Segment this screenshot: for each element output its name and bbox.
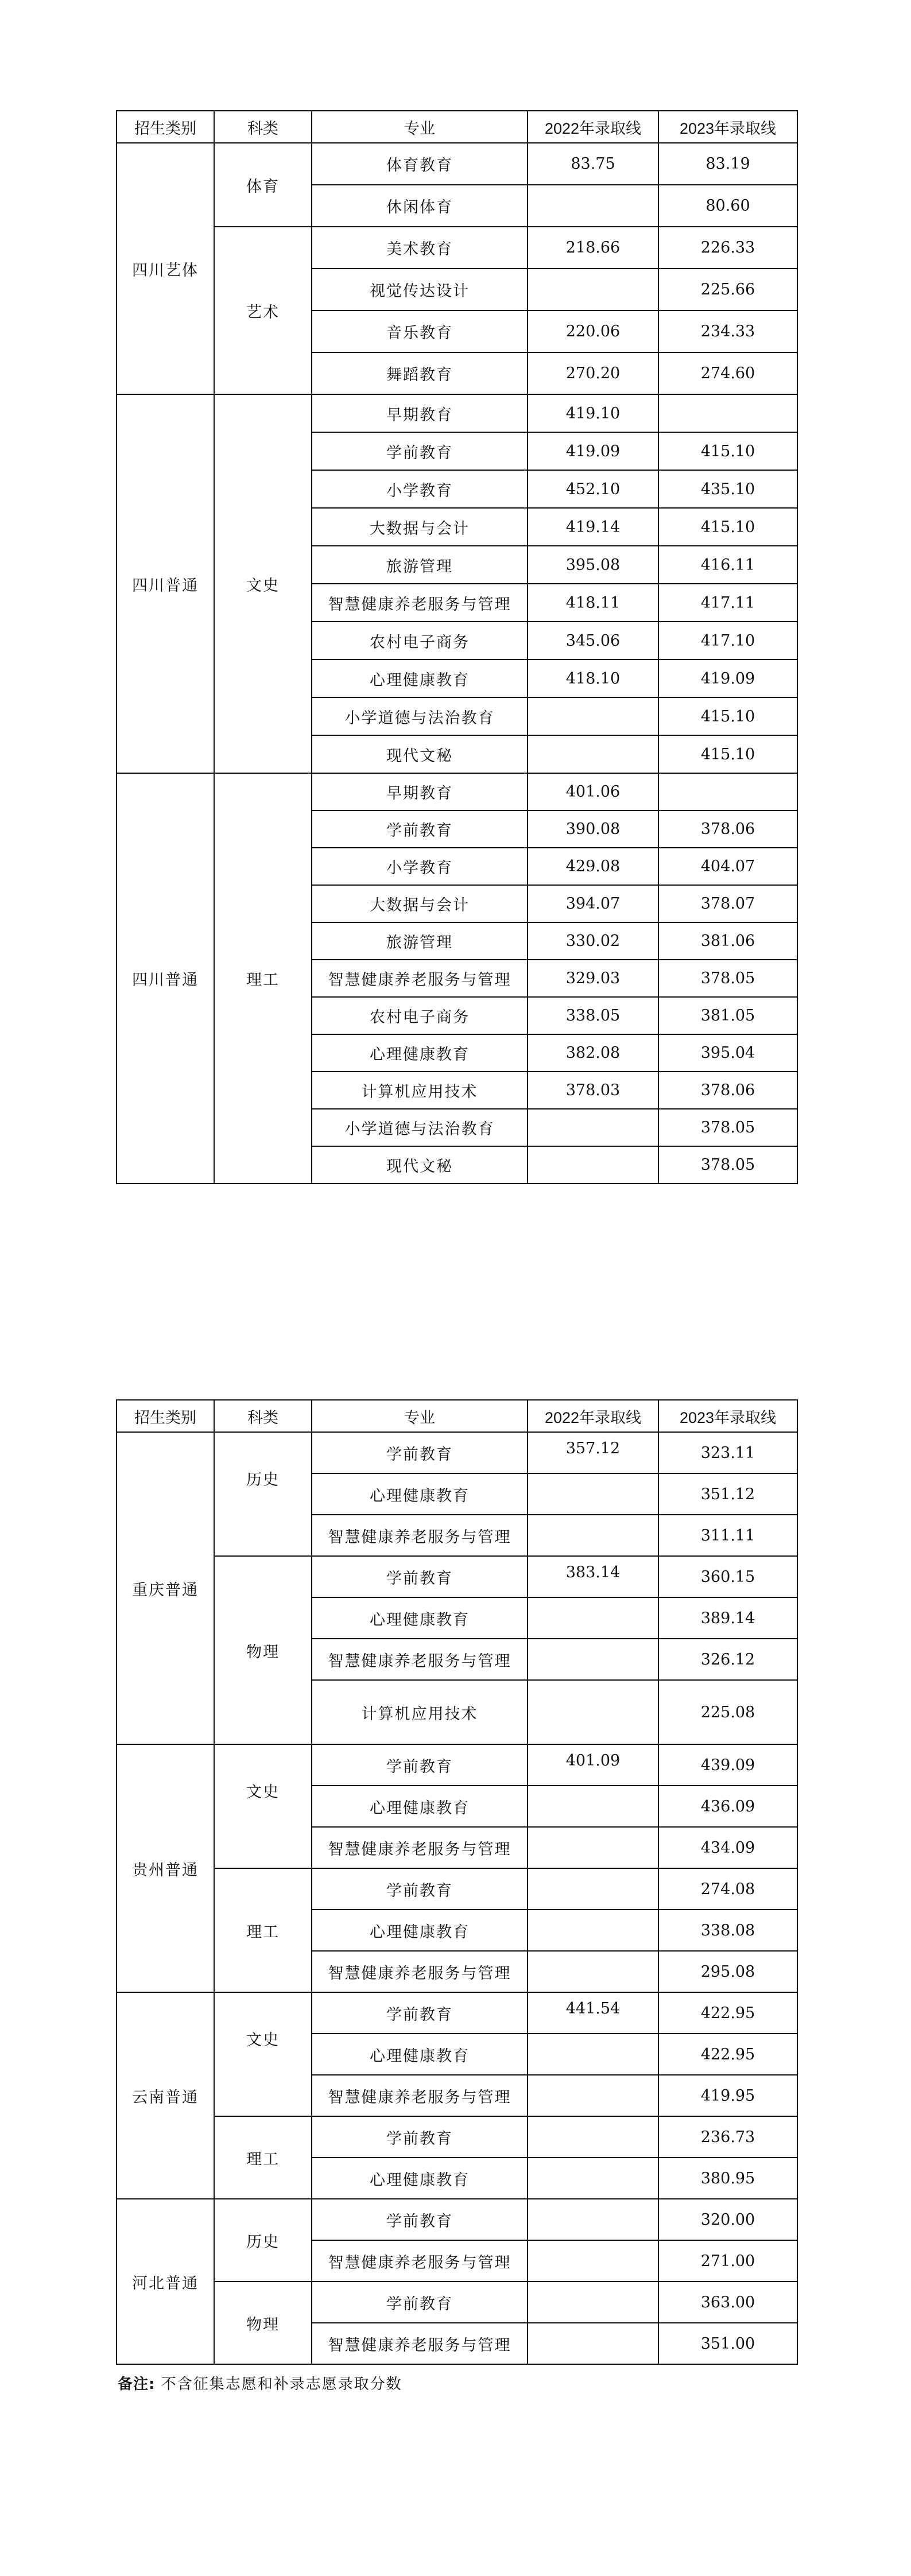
- major-cell: 智慧健康养老服务与管理: [312, 1951, 528, 1992]
- major-cell: 学前教育: [312, 1992, 528, 2034]
- score-2022-cell: [528, 1473, 658, 1515]
- major-cell: 学前教育: [312, 432, 528, 470]
- major-cell: 心理健康教育: [312, 2034, 528, 2075]
- score-2023-cell: 226.33: [658, 227, 797, 269]
- admission-table-2: [116, 1399, 798, 2365]
- major-cell: 智慧健康养老服务与管理: [312, 1515, 528, 1556]
- table-row: [117, 1992, 797, 2034]
- score-2023-cell: 422.95: [658, 1992, 797, 2034]
- score-2023-cell: 436.09: [658, 1786, 797, 1827]
- score-2023-cell: 338.08: [658, 1910, 797, 1951]
- category-cell: 河北普通: [117, 2199, 214, 2364]
- header-major: 专业: [312, 1400, 528, 1432]
- header-subject: 科类: [214, 1400, 312, 1432]
- score-2022-cell: [528, 735, 658, 773]
- score-2023-cell: 295.08: [658, 1951, 797, 1992]
- subject-cell: 历史: [214, 2199, 312, 2282]
- score-2022-cell: 218.66: [528, 227, 658, 269]
- score-2022-cell: [528, 2240, 658, 2282]
- score-2022-cell: 345.06: [528, 622, 658, 659]
- table-row: [117, 143, 797, 185]
- header-category: 招生类别: [117, 1400, 214, 1432]
- footnote-text: 不含征集志愿和补录志愿录取分数: [161, 2376, 402, 2393]
- score-2023-cell: 351.00: [658, 2323, 797, 2364]
- score-2023-cell: 378.07: [658, 885, 797, 922]
- header-2022: 2022年录取线: [528, 111, 658, 143]
- subject-cell: 物理: [214, 1556, 312, 1744]
- major-cell: 智慧健康养老服务与管理: [312, 2240, 528, 2282]
- score-2023-cell: 381.06: [658, 922, 797, 960]
- score-2022-cell: 401.09: [528, 1744, 658, 1786]
- table-row: [117, 2199, 797, 2240]
- major-cell: 计算机应用技术: [312, 1680, 528, 1744]
- major-cell: 学前教育: [312, 2116, 528, 2158]
- subject-cell: 历史: [214, 1432, 312, 1556]
- score-2023-cell: 415.10: [658, 508, 797, 546]
- score-2023-cell: 416.11: [658, 546, 797, 584]
- score-2022-cell: 419.14: [528, 508, 658, 546]
- major-cell: 智慧健康养老服务与管理: [312, 584, 528, 622]
- major-cell: 大数据与会计: [312, 885, 528, 922]
- score-2022-cell: [528, 2199, 658, 2240]
- category-cell: 云南普通: [117, 1992, 214, 2199]
- score-2023-cell: 83.19: [658, 143, 797, 185]
- major-cell: 小学道德与法治教育: [312, 1109, 528, 1146]
- subject-cell: 理工: [214, 1868, 312, 1992]
- score-2022-cell: 419.10: [528, 394, 658, 432]
- major-cell: 智慧健康养老服务与管理: [312, 1639, 528, 1680]
- major-cell: 心理健康教育: [312, 2158, 528, 2199]
- table-row: [117, 2116, 797, 2158]
- score-2022-cell: 83.75: [528, 143, 658, 185]
- admission-table-1: [116, 110, 798, 1184]
- score-2022-cell: [528, 269, 658, 311]
- category-cell: 四川艺体: [117, 143, 214, 394]
- score-2022-cell: [528, 1786, 658, 1827]
- score-2023-cell: 404.07: [658, 848, 797, 885]
- major-cell: 小学道德与法治教育: [312, 697, 528, 735]
- major-cell: 农村电子商务: [312, 997, 528, 1034]
- score-2023-cell: 417.11: [658, 584, 797, 622]
- score-2022-cell: [528, 2323, 658, 2364]
- major-cell: 学前教育: [312, 1556, 528, 1597]
- score-2023-cell: 435.10: [658, 470, 797, 508]
- major-cell: 智慧健康养老服务与管理: [312, 1827, 528, 1868]
- score-2023-cell: 380.95: [658, 2158, 797, 2199]
- major-cell: 智慧健康养老服务与管理: [312, 2075, 528, 2116]
- score-2023-cell: 326.12: [658, 1639, 797, 1680]
- score-2022-cell: 220.06: [528, 311, 658, 352]
- score-2022-cell: 418.11: [528, 584, 658, 622]
- score-2022-cell: 338.05: [528, 997, 658, 1034]
- score-2022-cell: 401.06: [528, 773, 658, 810]
- score-2022-cell: 357.12: [528, 1432, 658, 1473]
- major-cell: 旅游管理: [312, 546, 528, 584]
- major-cell: 现代文秘: [312, 1146, 528, 1184]
- score-2022-cell: 441.54: [528, 1992, 658, 2034]
- score-2022-cell: [528, 2075, 658, 2116]
- major-cell: 智慧健康养老服务与管理: [312, 2323, 528, 2364]
- major-cell: 舞蹈教育: [312, 352, 528, 394]
- category-cell: 贵州普通: [117, 1744, 214, 1992]
- table-row: [117, 1556, 797, 1597]
- score-2022-cell: [528, 1868, 658, 1910]
- score-2023-cell: [658, 394, 797, 432]
- score-2022-cell: [528, 2282, 658, 2323]
- major-cell: 小学教育: [312, 848, 528, 885]
- score-2023-cell: 360.15: [658, 1556, 797, 1597]
- major-cell: 学前教育: [312, 2282, 528, 2323]
- score-2022-cell: 418.10: [528, 659, 658, 697]
- table-row: [117, 2282, 797, 2323]
- table-row: [117, 394, 797, 432]
- score-2023-cell: 381.05: [658, 997, 797, 1034]
- subject-cell: 文史: [214, 394, 312, 773]
- major-cell: 心理健康教育: [312, 659, 528, 697]
- score-2022-cell: 419.09: [528, 432, 658, 470]
- score-2023-cell: 415.10: [658, 735, 797, 773]
- subject-cell: 艺术: [214, 227, 312, 394]
- header-subject: 科类: [214, 111, 312, 143]
- score-2023-cell: 274.08: [658, 1868, 797, 1910]
- score-2022-cell: 452.10: [528, 470, 658, 508]
- major-cell: 心理健康教育: [312, 1597, 528, 1639]
- score-2022-cell: [528, 1827, 658, 1868]
- score-2023-cell: 419.95: [658, 2075, 797, 2116]
- major-cell: 学前教育: [312, 2199, 528, 2240]
- table-header-row: [117, 1400, 797, 1432]
- score-2022-cell: [528, 1597, 658, 1639]
- score-2023-cell: 415.10: [658, 697, 797, 735]
- score-2023-cell: 225.66: [658, 269, 797, 311]
- subject-cell: 体育: [214, 143, 312, 227]
- score-2023-cell: 323.11: [658, 1432, 797, 1473]
- major-cell: 现代文秘: [312, 735, 528, 773]
- score-2022-cell: [528, 1910, 658, 1951]
- category-cell: 四川普通: [117, 394, 214, 773]
- header-2023: 2023年录取线: [658, 1400, 797, 1432]
- score-2023-cell: 422.95: [658, 2034, 797, 2075]
- major-cell: 休闲体育: [312, 185, 528, 227]
- score-2023-cell: 378.05: [658, 960, 797, 997]
- table-row: [117, 1432, 797, 1473]
- score-2023-cell: 311.11: [658, 1515, 797, 1556]
- major-cell: 视觉传达设计: [312, 269, 528, 311]
- score-2022-cell: [528, 697, 658, 735]
- score-2022-cell: [528, 2158, 658, 2199]
- major-cell: 智慧健康养老服务与管理: [312, 960, 528, 997]
- category-cell: 重庆普通: [117, 1432, 214, 1744]
- header-category: 招生类别: [117, 111, 214, 143]
- score-2023-cell: 234.33: [658, 311, 797, 352]
- major-cell: 美术教育: [312, 227, 528, 269]
- score-2023-cell: 395.04: [658, 1034, 797, 1072]
- table-row: [117, 227, 797, 269]
- major-cell: 学前教育: [312, 1432, 528, 1473]
- score-2023-cell: 389.14: [658, 1597, 797, 1639]
- header-major: 专业: [312, 111, 528, 143]
- subject-cell: 文史: [214, 1992, 312, 2116]
- subject-cell: 理工: [214, 2116, 312, 2199]
- score-2023-cell: 225.08: [658, 1680, 797, 1744]
- score-2022-cell: 395.08: [528, 546, 658, 584]
- score-2022-cell: 429.08: [528, 848, 658, 885]
- score-2023-cell: 415.10: [658, 432, 797, 470]
- subject-cell: 文史: [214, 1744, 312, 1868]
- score-2023-cell: 378.05: [658, 1109, 797, 1146]
- score-2022-cell: [528, 1639, 658, 1680]
- score-2022-cell: 378.03: [528, 1072, 658, 1109]
- major-cell: 心理健康教育: [312, 1473, 528, 1515]
- subject-cell: 物理: [214, 2282, 312, 2364]
- header-2022: 2022年录取线: [528, 1400, 658, 1432]
- major-cell: 体育教育: [312, 143, 528, 185]
- major-cell: 小学教育: [312, 470, 528, 508]
- major-cell: 大数据与会计: [312, 508, 528, 546]
- score-2023-cell: 378.06: [658, 810, 797, 848]
- header-2023: 2023年录取线: [658, 111, 797, 143]
- score-2023-cell: 417.10: [658, 622, 797, 659]
- table-row: [117, 1868, 797, 1910]
- major-cell: 音乐教育: [312, 311, 528, 352]
- score-2023-cell: 351.12: [658, 1473, 797, 1515]
- category-cell: 四川普通: [117, 773, 214, 1184]
- major-cell: 计算机应用技术: [312, 1072, 528, 1109]
- score-2022-cell: 329.03: [528, 960, 658, 997]
- score-2023-cell: 80.60: [658, 185, 797, 227]
- score-2023-cell: [658, 773, 797, 810]
- score-2023-cell: 320.00: [658, 2199, 797, 2240]
- major-cell: 农村电子商务: [312, 622, 528, 659]
- footnote-label: 备注:: [118, 2376, 156, 2393]
- major-cell: 学前教育: [312, 1868, 528, 1910]
- table-row: [117, 773, 797, 810]
- major-cell: 早期教育: [312, 773, 528, 810]
- score-2023-cell: 439.09: [658, 1744, 797, 1786]
- score-2022-cell: [528, 1951, 658, 1992]
- score-2022-cell: 394.07: [528, 885, 658, 922]
- subject-cell: 理工: [214, 773, 312, 1184]
- score-2023-cell: 236.73: [658, 2116, 797, 2158]
- score-2023-cell: 434.09: [658, 1827, 797, 1868]
- score-2023-cell: 378.05: [658, 1146, 797, 1184]
- major-cell: 学前教育: [312, 810, 528, 848]
- score-2022-cell: [528, 2034, 658, 2075]
- score-2022-cell: 270.20: [528, 352, 658, 394]
- score-2022-cell: 390.08: [528, 810, 658, 848]
- table-header-row: [117, 111, 797, 143]
- score-2023-cell: 378.06: [658, 1072, 797, 1109]
- major-cell: 旅游管理: [312, 922, 528, 960]
- score-2023-cell: 274.60: [658, 352, 797, 394]
- table-row: [117, 1744, 797, 1786]
- score-2022-cell: 382.08: [528, 1034, 658, 1072]
- score-2022-cell: 330.02: [528, 922, 658, 960]
- footnote: [118, 2372, 402, 2393]
- major-cell: 学前教育: [312, 1744, 528, 1786]
- score-2023-cell: 363.00: [658, 2282, 797, 2323]
- major-cell: 心理健康教育: [312, 1786, 528, 1827]
- score-2022-cell: [528, 1109, 658, 1146]
- major-cell: 心理健康教育: [312, 1910, 528, 1951]
- major-cell: 早期教育: [312, 394, 528, 432]
- score-2022-cell: [528, 1680, 658, 1744]
- major-cell: 心理健康教育: [312, 1034, 528, 1072]
- score-2023-cell: 271.00: [658, 2240, 797, 2282]
- score-2023-cell: 419.09: [658, 659, 797, 697]
- score-2022-cell: [528, 1515, 658, 1556]
- score-2022-cell: [528, 1146, 658, 1184]
- score-2022-cell: [528, 2116, 658, 2158]
- score-2022-cell: 383.14: [528, 1556, 658, 1597]
- score-2022-cell: [528, 185, 658, 227]
